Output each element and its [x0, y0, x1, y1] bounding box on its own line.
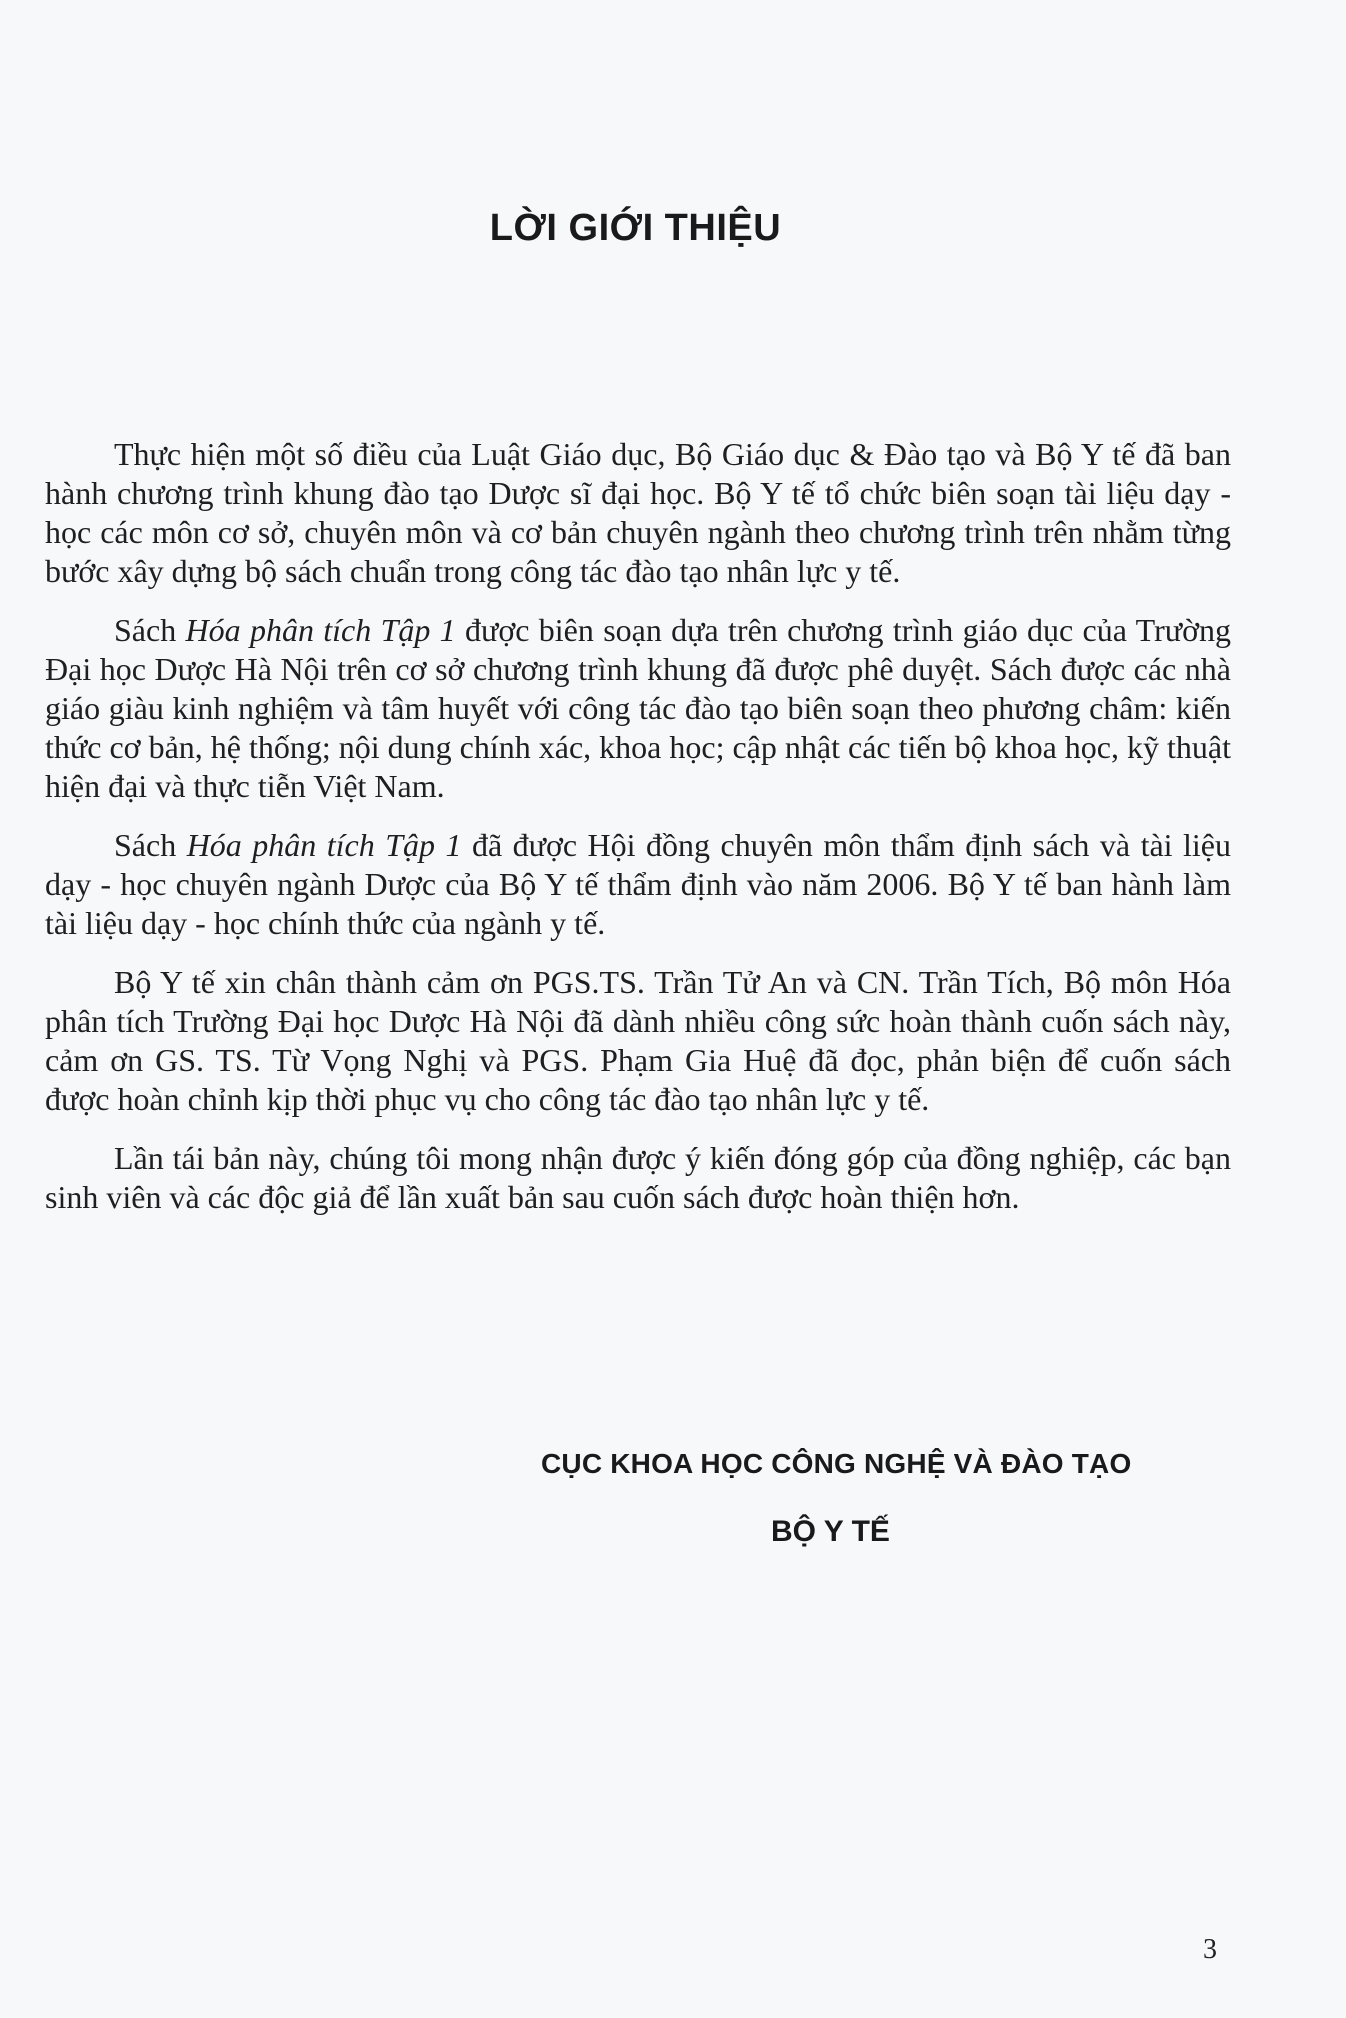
signature-ministry: BỘ Y TẾ — [771, 1515, 890, 1548]
book-title: Hóa phân tích Tập 1 — [185, 612, 456, 648]
signature-organization: CỤC KHOA HỌC CÔNG NGHỆ VÀ ĐÀO TẠO — [541, 1448, 1132, 1479]
paragraph-text: Thực hiện một số điều của Luật Giáo dục, Bộ Giáo dục & Đào tạo và Bộ Y tế đã ban hành chương trình khung đào tạo Dược sĩ đại học. Bộ Y tế tổ chức biên soạn tài liệu dạy - học các môn cơ sở, chuyên môn và cơ bản chuyên ngành theo chương trình trên nhằm từng bước xây dựng bộ sách chuẩn trong công tác đào tạo nhân lực y tế. — [45, 436, 1231, 589]
paragraph-text: Lần tái bản này, chúng tôi mong nhận được ý kiến đóng góp của đồng nghiệp, các bạn sinh viên và các độc giả để lần xuất bản sau cuốn sách được hoàn thiện hơn. — [45, 1140, 1231, 1215]
paragraph-4 — [45, 963, 1231, 1119]
book-title: Hóa phân tích Tập 1 — [186, 827, 462, 863]
paragraph-text: Sách — [114, 612, 186, 648]
body-text — [45, 435, 1231, 1237]
paragraph-text: được biên soạn dựa trên chương trình giáo dục của Trường Đại học Dược Hà Nội trên cơ sở chương trình khung đã được phê duyệt. Sách được các nhà giáo giàu kinh nghiệm và tâm huyết với công tác đào tạo biên soạn theo phương châm: kiến thức cơ bản, hệ thống; nội dung chính xác, khoa học; cập nhật các tiến bộ khoa học, kỹ thuật hiện đại và thực tiễn Việt Nam. — [45, 612, 1232, 804]
paragraph-text: đã được Hội đồng chuyên môn thẩm định sách và tài liệu dạy - học chuyên ngành Dược của Bộ Y tế thẩm định vào năm 2006. Bộ Y tế ban hành làm tài liệu dạy - học chính thức của ngành y tế. — [45, 827, 1232, 941]
paragraph-3 — [45, 826, 1231, 943]
paragraph-5 — [45, 1139, 1231, 1217]
paragraph-2 — [45, 611, 1231, 806]
page-number: 3 — [1203, 1934, 1217, 1965]
paragraph-text: Bộ Y tế xin chân thành cảm ơn PGS.TS. Trần Tử An và CN. Trần Tích, Bộ môn Hóa phân tích Trường Đại học Dược Hà Nội đã dành nhiều công sức hoàn thành cuốn sách này, cảm ơn GS. TS. Từ Vọng Nghị và PGS. Phạm Gia Huệ đã đọc, phản biện để cuốn sách được hoàn chỉnh kịp thời phục vụ cho công tác đào tạo nhân lực y tế. — [45, 964, 1231, 1117]
page-title: LỜI GIỚI THIỆU — [489, 207, 782, 249]
paragraph-1 — [45, 435, 1231, 591]
paragraph-text: Sách — [114, 827, 187, 863]
